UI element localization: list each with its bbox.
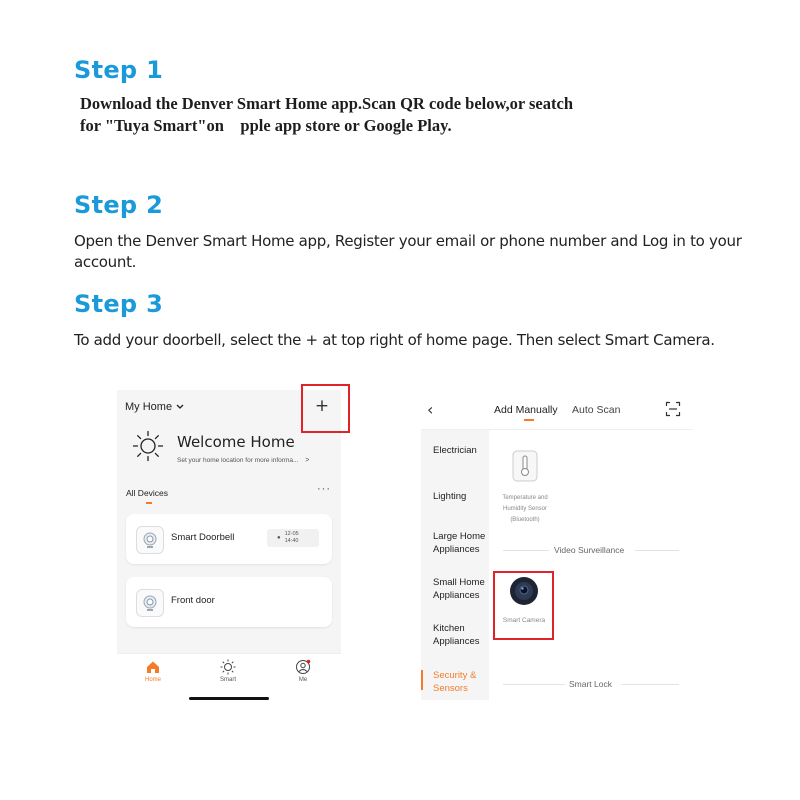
sun-icon — [132, 430, 164, 462]
category-lighting[interactable]: Lighting — [433, 491, 467, 502]
sun-icon — [220, 659, 236, 675]
nav-smart[interactable] — [208, 659, 248, 683]
add-device-button[interactable]: + — [314, 396, 330, 416]
device-name: Smart Doorbell — [171, 532, 235, 543]
device-card-smart-doorbell[interactable] — [126, 514, 332, 564]
category-small-home-appliances[interactable]: Small Home Appliances — [433, 577, 485, 601]
back-icon[interactable]: ‹ — [427, 400, 434, 419]
nav-smart-label: Smart — [219, 677, 236, 683]
device-tile-label: Smart Camera — [502, 617, 546, 624]
home-selector[interactable] — [125, 401, 184, 413]
more-icon[interactable]: ··· — [317, 483, 331, 495]
nav-home-label: Home — [144, 677, 161, 683]
highlight-plus-button — [301, 384, 350, 433]
nav-home[interactable] — [133, 659, 173, 683]
tab-auto-scan[interactable]: Auto Scan — [572, 404, 621, 416]
device-tile-label: Temperature and Humidity Sensor (Bluetooth) — [502, 495, 548, 523]
category-kitchen-appliances[interactable]: Kitchen Appliances — [433, 623, 480, 647]
tab-indicator — [146, 502, 152, 504]
welcome-title: Welcome Home — [177, 433, 295, 451]
section-smart-lock: Smart Lock — [569, 679, 612, 689]
tab-add-manually[interactable]: Add Manually — [494, 404, 558, 416]
section-line-left — [503, 550, 549, 551]
event-time — [285, 531, 299, 545]
device-tile-temp-humidity[interactable] — [495, 450, 555, 526]
step-2-title: Step 2 — [74, 191, 164, 219]
step-3-text: To add your doorbell, select the + at top right of home page. Then select Smart Camera. — [74, 331, 715, 349]
camera-device-icon — [136, 589, 164, 617]
nav-me[interactable] — [283, 659, 323, 683]
thermometer-icon — [512, 450, 538, 482]
device-card-front-door[interactable] — [126, 577, 332, 627]
event-clock: 14:40 — [284, 538, 299, 544]
add-device-screen — [421, 392, 693, 700]
user-icon — [295, 659, 311, 675]
home-icon — [145, 659, 161, 675]
home-selector-label: My Home — [125, 401, 173, 413]
chevron-down-icon — [176, 404, 184, 410]
category-sidebar — [421, 430, 489, 700]
section-line-right — [621, 684, 679, 685]
location-prompt[interactable] — [177, 457, 309, 464]
event-date: 12-05 — [284, 531, 299, 537]
category-electrician[interactable]: Electrician — [433, 445, 477, 456]
step-1-text: Download the Denver Smart Home app.Scan QR code below,or seatch for "Tuya Smart"on pple app store or Google Play. — [80, 94, 574, 135]
category-large-home-appliances[interactable]: Large Home Appliances — [433, 531, 486, 555]
scan-icon[interactable] — [665, 401, 681, 417]
tab-indicator — [524, 419, 534, 421]
section-line-right — [635, 550, 679, 551]
tab-all-devices[interactable]: All Devices — [126, 488, 169, 498]
section-line-left — [503, 684, 565, 685]
active-category-indicator — [421, 670, 423, 690]
nav-me-label: Me — [298, 677, 308, 683]
camera-device-icon — [136, 526, 164, 554]
chevron-right-icon: > — [305, 457, 310, 464]
device-name: Front door — [171, 595, 215, 606]
category-security-sensors[interactable]: Security & Sensors — [433, 670, 477, 694]
step-1-title: Step 1 — [74, 56, 164, 84]
home-indicator — [189, 697, 269, 700]
home-screen — [117, 390, 341, 700]
drop-icon: ● — [277, 534, 281, 541]
bottom-nav — [117, 653, 341, 700]
location-prompt-text: Set your home location for more informa... — [177, 457, 299, 464]
section-video-surveillance: Video Surveillance — [554, 545, 625, 555]
step-2-text: Open the Denver Smart Home app, Register your email or phone number and Log in to your account. — [74, 232, 742, 271]
highlight-smart-camera — [493, 571, 554, 640]
step-3-title: Step 3 — [74, 290, 164, 318]
event-badge — [267, 529, 319, 547]
